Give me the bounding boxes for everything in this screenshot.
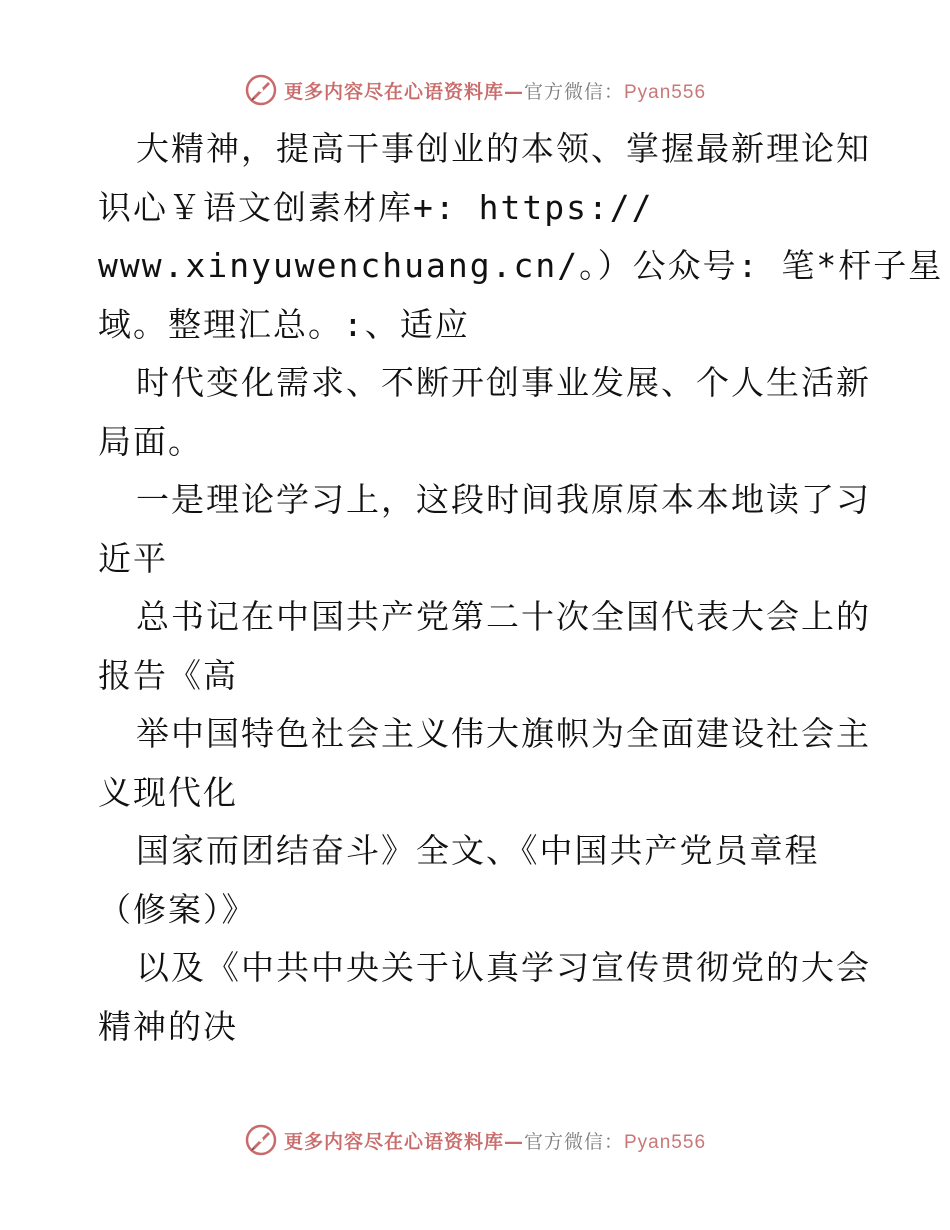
text-line: 局面。	[98, 421, 203, 461]
footer-separator: —	[503, 1130, 524, 1153]
text-line: （修案）》	[98, 889, 257, 929]
header-banner	[0, 70, 950, 110]
text-line: 大精神，提高干事创业的本领、掌握最新理论知	[136, 129, 871, 168]
text-line: 以及《中共中央关于认真学习宣传贯彻党的大会	[136, 948, 871, 987]
footer-banner-text	[284, 1127, 706, 1154]
text-line: 识心￥语文创素材库+: https://	[98, 187, 654, 227]
text-line: 一是理论学习上，这段时间我原原本本地读了习	[136, 480, 871, 519]
header-banner-text	[284, 77, 706, 104]
document-body	[98, 120, 944, 1056]
header-separator: —	[503, 80, 524, 103]
text-line: 域。整理汇总。:、适应	[98, 304, 470, 344]
text-line: 精神的决	[98, 1006, 238, 1046]
brand-logo-icon	[244, 73, 278, 107]
brand-logo-icon	[244, 1123, 278, 1157]
header-wechat-id: Pyan556	[624, 81, 707, 103]
footer-brand: 更多内容尽在心语资料库	[283, 1130, 504, 1153]
text-line: www.xinyuwenchuang.cn/。）公众号: 笔*杆子星	[98, 246, 944, 285]
text-line: 报告《高	[98, 655, 238, 695]
text-line: 时代变化需求、不断开创事业发展、个人生活新	[136, 363, 871, 402]
text-line: 举中国特色社会主义伟大旗帜为全面建设社会主	[136, 714, 871, 753]
header-wechat-label: 官方微信：	[523, 80, 624, 103]
text-line: 近平	[98, 538, 168, 578]
text-line: 总书记在中国共产党第二十次全国代表大会上的	[136, 597, 871, 636]
text-line: 国家而团结奋斗》全文、《中国共产党员章程	[136, 831, 820, 870]
footer-wechat-id: Pyan556	[624, 1131, 707, 1153]
footer-wechat-label: 官方微信：	[523, 1130, 624, 1153]
footer-banner	[0, 1120, 950, 1160]
header-brand: 更多内容尽在心语资料库	[283, 80, 504, 103]
text-line: 义现代化	[98, 772, 238, 812]
